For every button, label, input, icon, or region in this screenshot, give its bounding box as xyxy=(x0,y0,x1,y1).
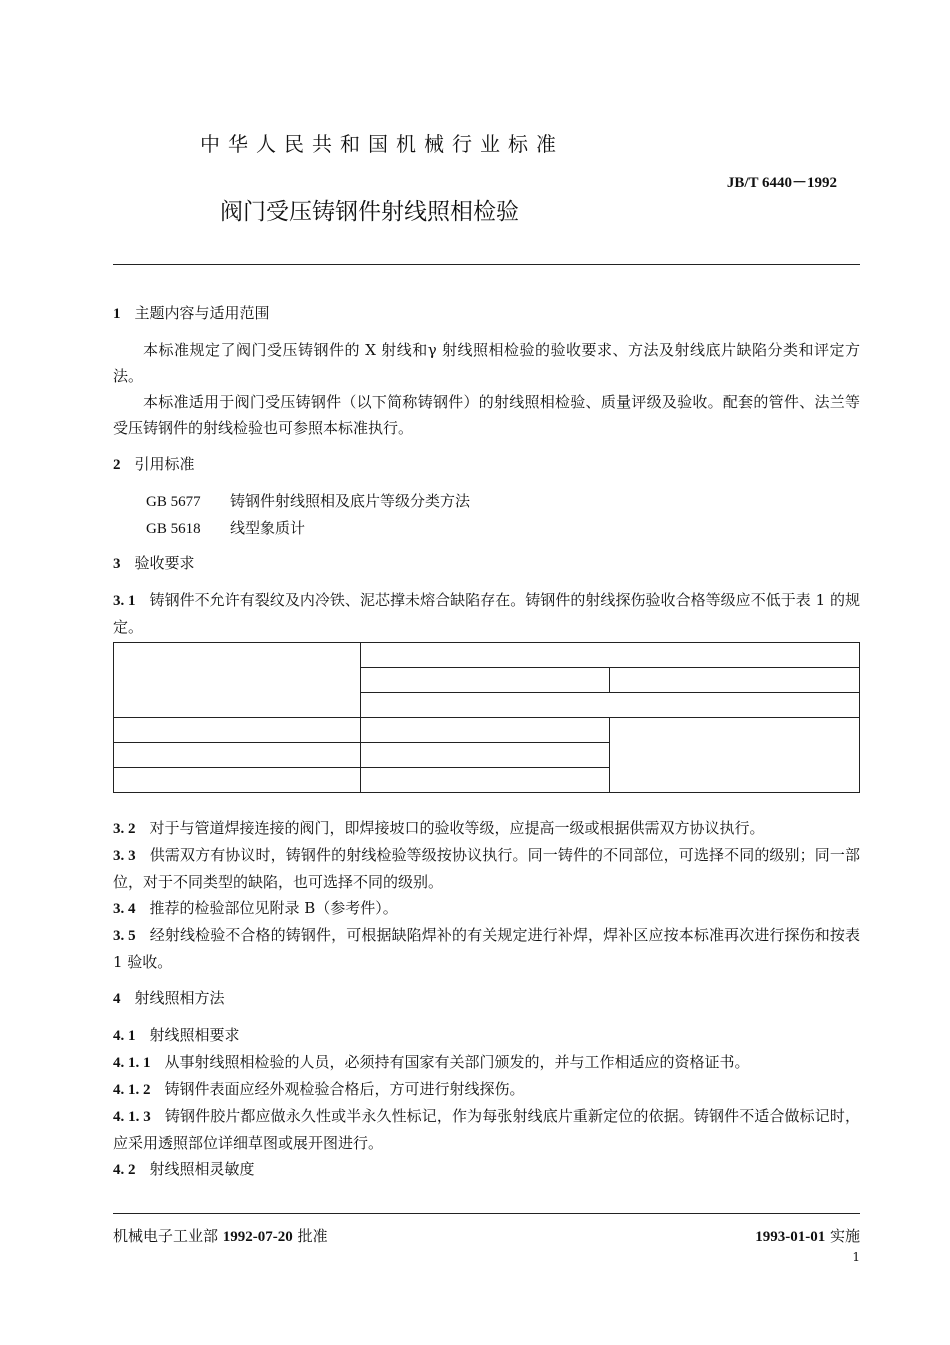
approve-date: 1992-07-20 xyxy=(222,1229,293,1245)
footer-rule xyxy=(113,1213,860,1214)
document-body xyxy=(113,300,860,1183)
effective-label: 实施 xyxy=(829,1227,860,1245)
effective-line xyxy=(755,1225,860,1246)
approval-line xyxy=(113,1225,328,1246)
section-4-heading: 4 射线照相方法 xyxy=(113,989,225,1007)
section-1-paragraph-2: 本标准适用于阀门受压铸钢件（以下简称铸钢件）的射线照相检验、质量评级及验收。配套的管件、法兰等受压铸钢件的射线检验也可参照本标准执行。 xyxy=(113,393,860,437)
clause-3-5: 3. 5 经射线检验不合格的铸钢件，可根据缺陷焊补的有关规定进行补焊，焊补区应按本标准再次进行探伤和按表 1 验收。 xyxy=(113,926,861,971)
section-1-heading: 1 主题内容与适用范围 xyxy=(113,304,270,322)
clause-4-2: 4. 2 射线照相灵敏度 xyxy=(113,1160,255,1178)
clause-4-1-2: 4. 1. 2 铸钢件表面应经外观检验合格后，方可进行射线探伤。 xyxy=(113,1080,525,1098)
standard-code: JB/T 6440－1992 xyxy=(726,175,837,191)
thickness-lt51 xyxy=(361,668,610,693)
clause-4-1-1: 4. 1. 1 从事射线照相检验的人员，必须持有国家有关部门颁发的，并与工作相适应的资格证书。 xyxy=(113,1053,750,1071)
reference-item: GB 5677 铸钢件射线照相及底片等级分类方法 xyxy=(146,492,471,510)
clause-3-1: 3. 1 铸钢件不允许有裂纹及内冷铁、泥芯撑未熔合缺陷存在。铸钢件的射线探伤验收合格等级应不低于表 1 的规定。 xyxy=(113,591,860,636)
defect-cell xyxy=(114,768,361,793)
clause-3-3: 3. 3 供需双方有协议时，铸钢件的射线检验等级按协议执行。同一铸件的不同部位，可选择不同的级别；同一部位，对于不同类型的缺陷，也可选择不同的级别。 xyxy=(113,846,861,891)
clause-4-1-3: 4. 1. 3 铸钢件胶片都应做永久性或半永久性标记，作为每张射线底片重新定位的依据。铸钢件不适合做标记时，应采用透照部位详细草图或展开图进行。 xyxy=(113,1107,860,1152)
grade-header xyxy=(361,693,860,718)
page-number: 1 xyxy=(852,1250,860,1264)
effective-date: 1993-01-01 xyxy=(755,1229,826,1245)
defect-cell xyxy=(114,743,361,768)
defect-type-header xyxy=(114,643,361,718)
issuer: 机械电子工业部 xyxy=(113,1227,219,1245)
reference-item: GB 5618 线型象质计 xyxy=(146,519,306,537)
clause-3-2: 3. 2 对于与管道焊接连接的阀门，即焊接坡口的验收等级，应提高一级或根据供需双方协议执行。 xyxy=(113,819,765,837)
grade-cell xyxy=(361,743,610,768)
document-title: 阀门受压铸钢件射线照相检验 xyxy=(220,199,519,225)
clause-3-4: 3. 4 推荐的检验部位见附录 B（参考件）。 xyxy=(113,899,398,917)
issuing-organization: 中华人民共和国机械行业标准 xyxy=(200,132,564,156)
table-1 xyxy=(113,642,860,793)
grade-cell xyxy=(361,768,610,793)
defect-cell xyxy=(114,718,361,743)
section-3-heading: 3 验收要求 xyxy=(113,554,195,572)
grade-cell-ge51 xyxy=(610,718,860,793)
table-row xyxy=(114,718,860,743)
wall-thickness-header xyxy=(361,643,860,668)
approve-label: 批准 xyxy=(297,1227,328,1245)
grade-cell xyxy=(361,718,610,743)
header-rule xyxy=(113,264,860,265)
clause-4-1: 4. 1 射线照相要求 xyxy=(113,1026,240,1044)
thickness-ge51 xyxy=(610,668,860,693)
section-2-heading: 2 引用标准 xyxy=(113,455,195,473)
section-1-paragraph-1: 本标准规定了阀门受压铸钢件的 X 射线和γ 射线照相检验的验收要求、方法及射线底片缺陷分类和评定方法。 xyxy=(113,341,860,385)
